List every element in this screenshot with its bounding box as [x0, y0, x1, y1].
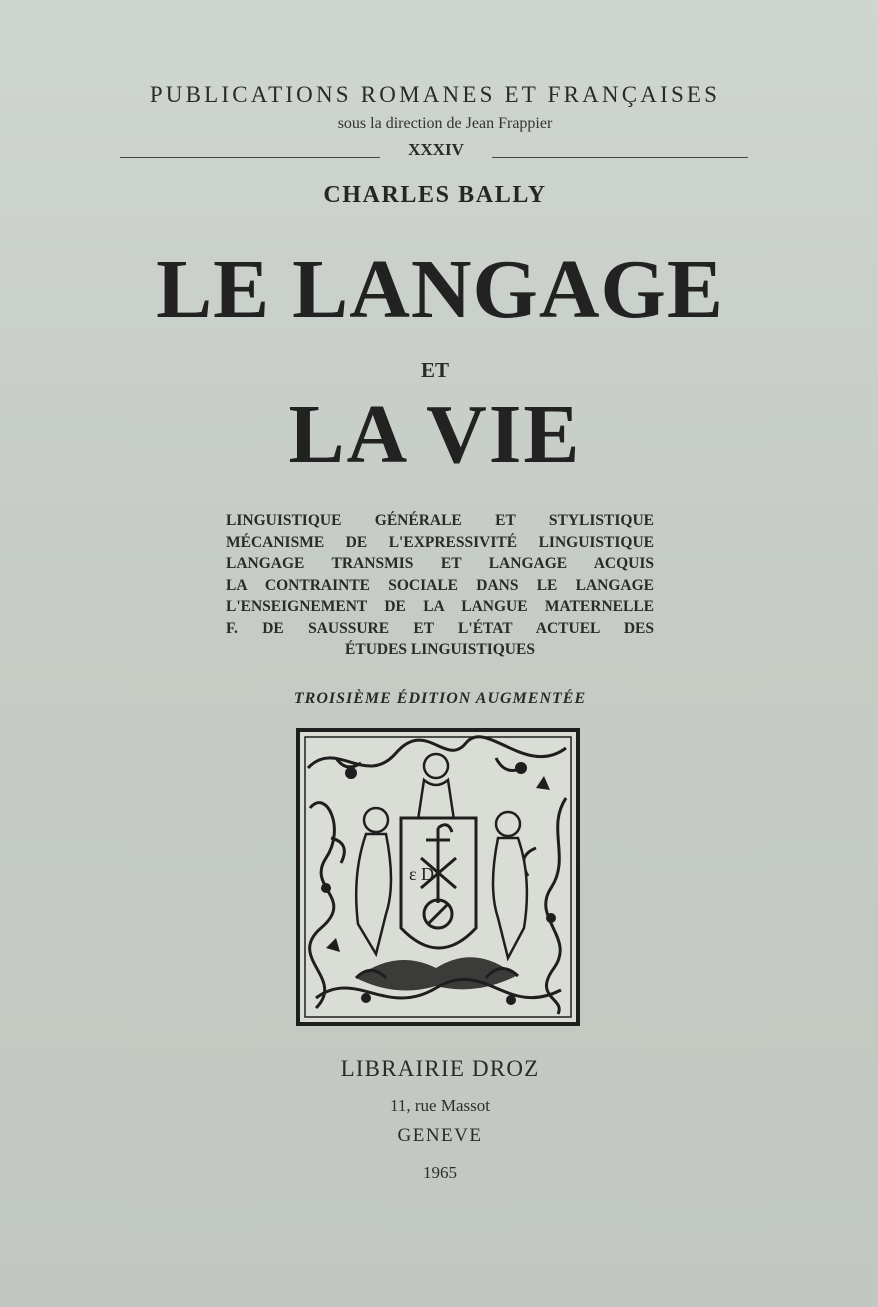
- series-title: PUBLICATIONS ROMANES ET FRANÇAISES: [149, 82, 721, 107]
- contents-item: LINGUISTIQUE GÉNÉRALE ET STYLISTIQUE: [226, 512, 654, 529]
- edition-note: TROISIÈME ÉDITION AUGMENTÉE: [293, 690, 587, 707]
- contents-item: F. DE SAUSSURE ET L'ÉTAT ACTUEL DES: [226, 619, 654, 637]
- contents-item: LA CONTRAINTE SOCIALE DANS LE LANGAGE: [226, 576, 654, 594]
- publisher-address: 11, rue Massot: [390, 1096, 490, 1115]
- publisher-city: GENEVE: [397, 1125, 483, 1146]
- title-conjunction: ET: [420, 358, 449, 382]
- series-direction: sous la direction de Jean Frappier: [337, 115, 553, 132]
- contents-item: LANGAGE TRANSMIS ET LANGAGE ACQUIS: [226, 555, 654, 572]
- volume-number: XXXIV: [408, 140, 464, 159]
- author-name: CHARLES BALLY: [323, 182, 547, 208]
- contents-item: L'ENSEIGNEMENT DE LA LANGUE MATERNELLE: [226, 598, 654, 615]
- title-line-1: LE LANGAGE: [156, 243, 724, 336]
- contents-list: [226, 510, 654, 661]
- title-line-2: LA VIE: [288, 388, 582, 481]
- publication-year: 1965: [423, 1163, 457, 1182]
- contents-item: MÉCANISME DE L'EXPRESSIVITÉ LINGUISTIQUE: [226, 533, 654, 551]
- rule-right: [492, 157, 748, 158]
- publisher-name: LIBRAIRIE DROZ: [340, 1056, 540, 1081]
- rule-left: [120, 157, 380, 158]
- emblem-letters: ε D: [409, 864, 435, 884]
- printer-device-woodcut-icon: [296, 728, 580, 1026]
- contents-item: ÉTUDES LINGUISTIQUES: [345, 641, 535, 658]
